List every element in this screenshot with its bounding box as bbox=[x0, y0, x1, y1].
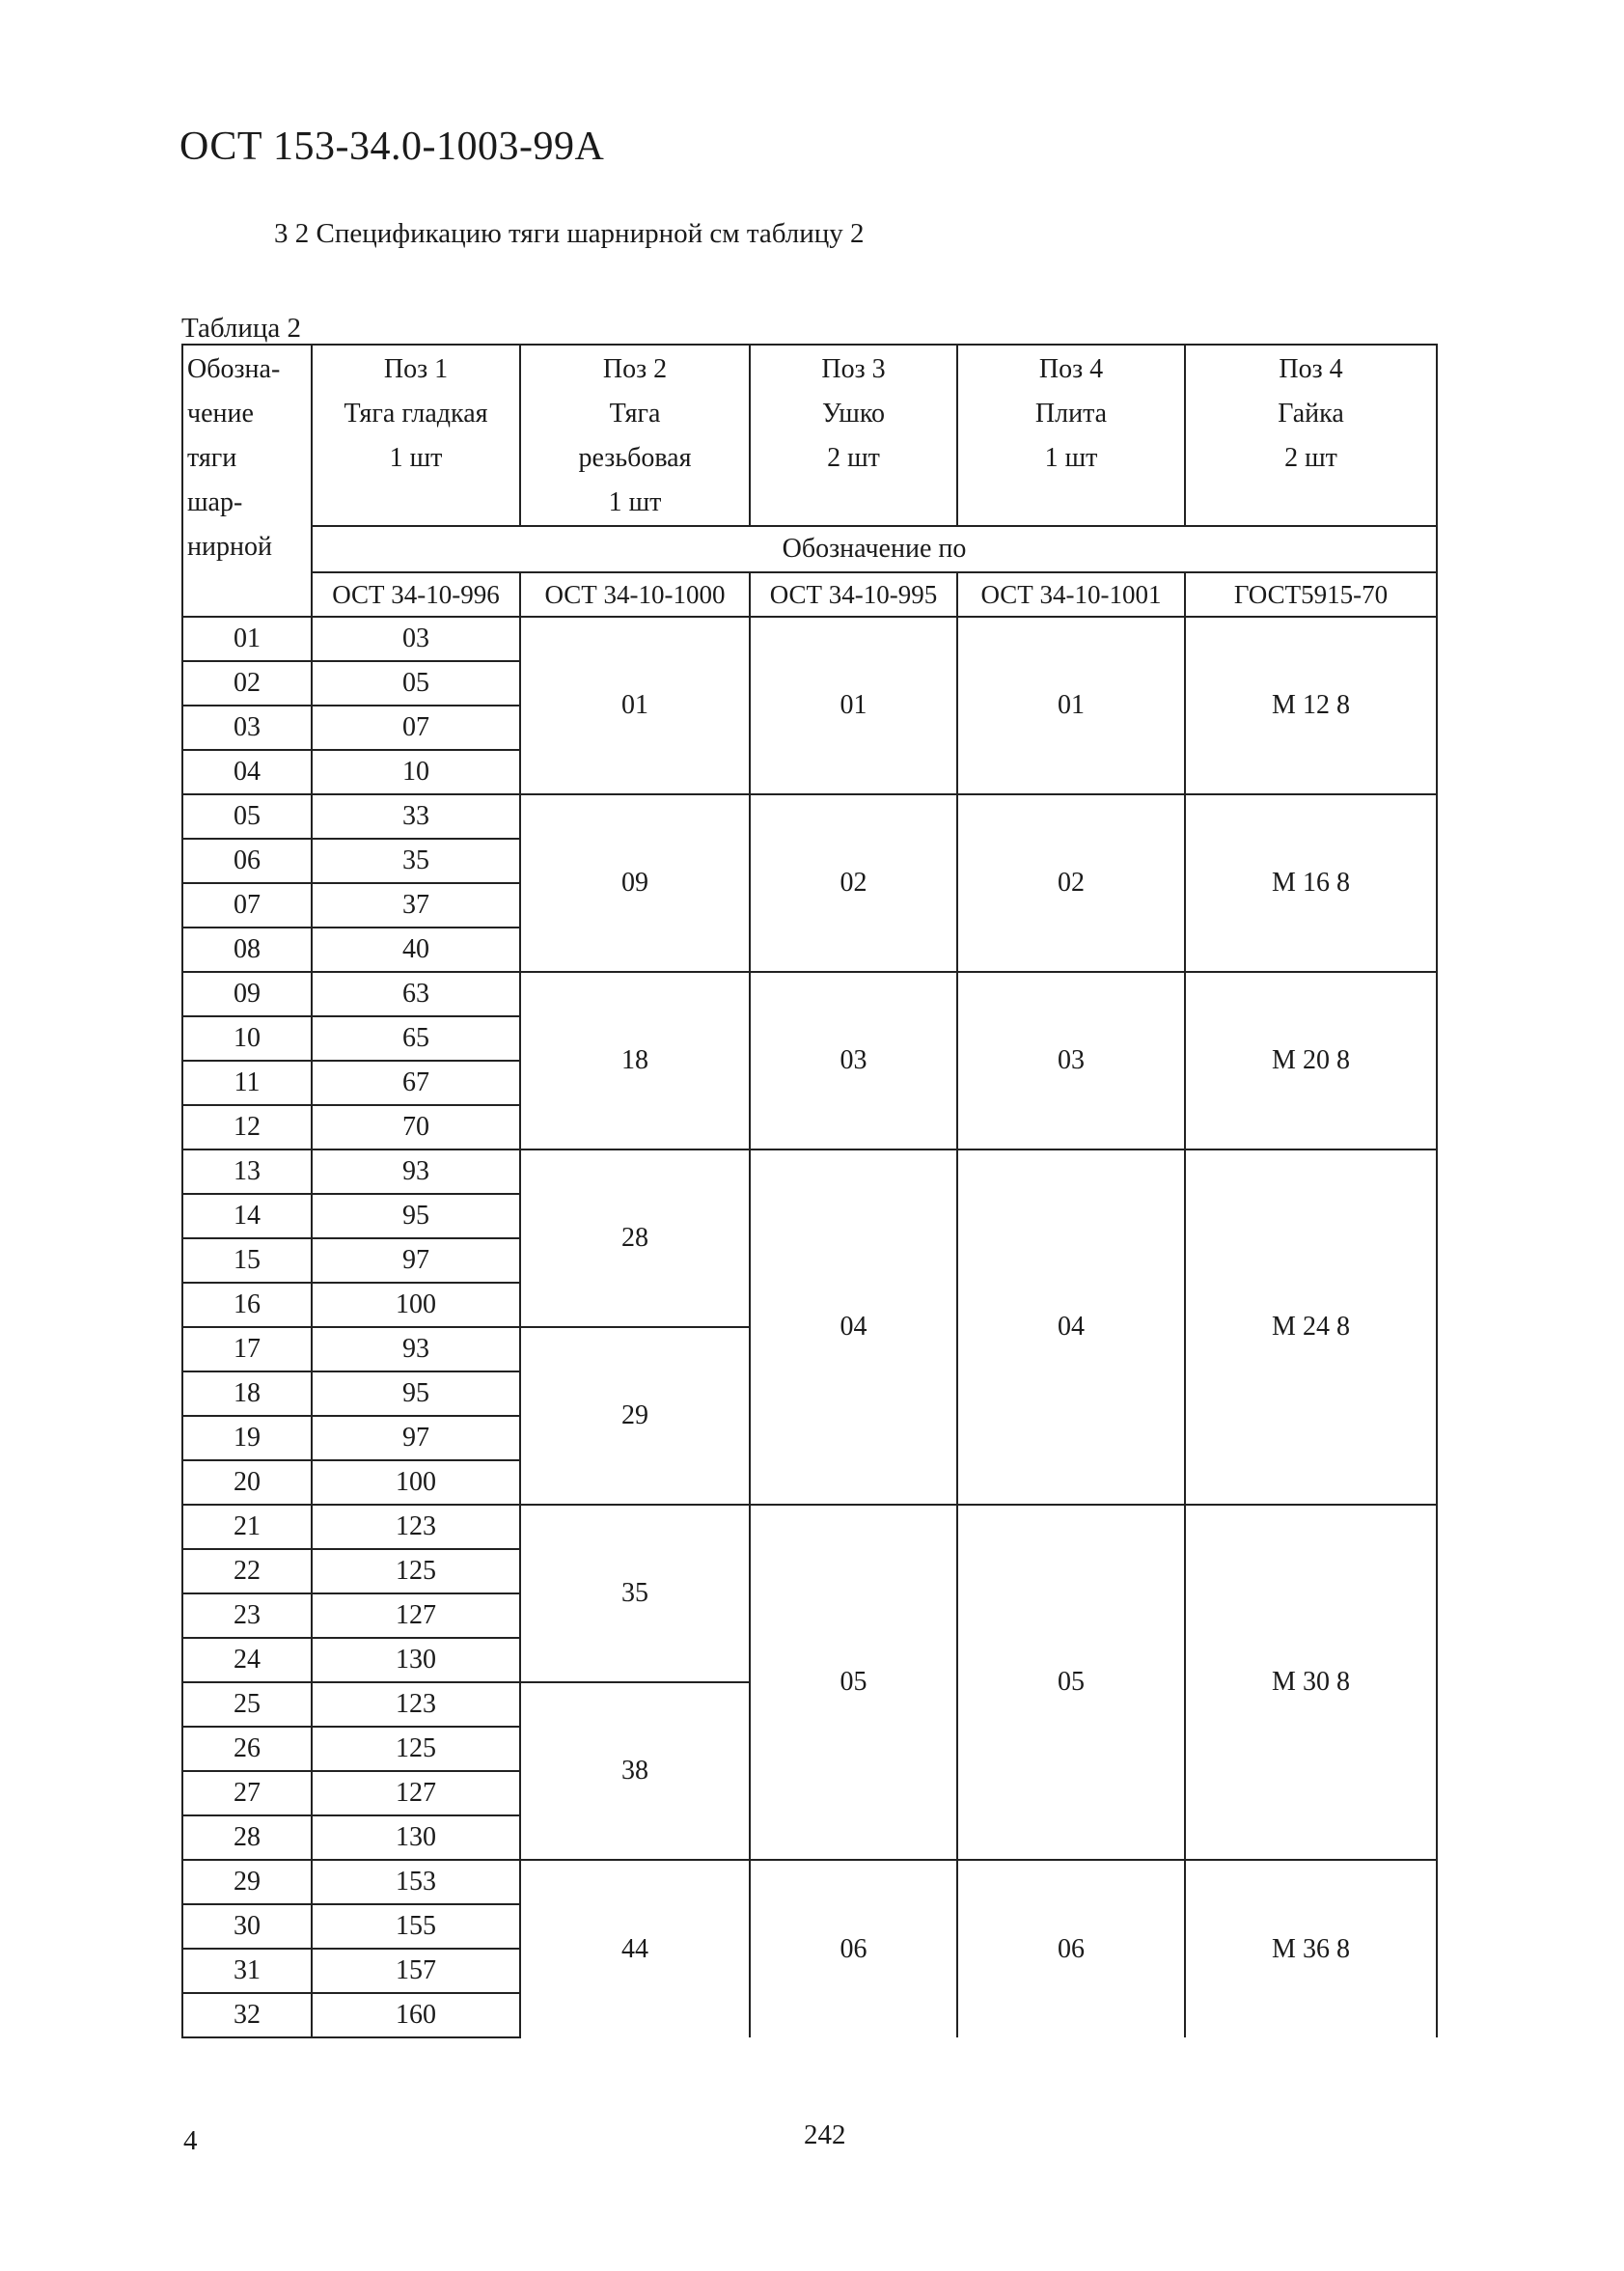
cell-pos3: 02 bbox=[750, 794, 957, 972]
page-number-left: 4 bbox=[183, 2125, 198, 2156]
cell-pos1: 67 bbox=[312, 1061, 520, 1105]
header-pos4-nut: Поз 4 Гайка 2 шт bbox=[1185, 345, 1437, 526]
cell-designation: 31 bbox=[182, 1949, 312, 1993]
standard-pos4-plate: ОСТ 34-10-1001 bbox=[957, 572, 1185, 617]
cell-pos1: 65 bbox=[312, 1016, 520, 1061]
cell-pos1: 40 bbox=[312, 928, 520, 972]
cell-designation: 24 bbox=[182, 1638, 312, 1682]
cell-pos1: 95 bbox=[312, 1371, 520, 1416]
intro-paragraph: 3 2 Спецификацию тяги шарнирной см таблицу 2 bbox=[274, 218, 865, 249]
cell-pos1: 10 bbox=[312, 750, 520, 794]
cell-pos3: 04 bbox=[750, 1149, 957, 1505]
cell-pos1: 95 bbox=[312, 1194, 520, 1238]
cell-designation: 21 bbox=[182, 1505, 312, 1549]
cell-designation: 15 bbox=[182, 1238, 312, 1283]
cell-designation: 32 bbox=[182, 1993, 312, 2037]
cell-pos2: 38 bbox=[520, 1682, 750, 1860]
cell-pos1: 160 bbox=[312, 1993, 520, 2037]
document-code: ОСТ 153-34.0-1003-99А bbox=[179, 125, 605, 169]
cell-pos4-nut: М 12 8 bbox=[1185, 617, 1437, 794]
cell-designation: 02 bbox=[182, 661, 312, 706]
cell-designation: 06 bbox=[182, 839, 312, 883]
cell-designation: 11 bbox=[182, 1061, 312, 1105]
cell-pos1: 97 bbox=[312, 1238, 520, 1283]
cell-pos1: 123 bbox=[312, 1505, 520, 1549]
header-pos1: Поз 1 Тяга гладкая 1 шт bbox=[312, 345, 520, 526]
table-row bbox=[182, 972, 1437, 1016]
cell-designation: 13 bbox=[182, 1149, 312, 1194]
cell-designation: 19 bbox=[182, 1416, 312, 1460]
cell-pos4-plate: 05 bbox=[957, 1505, 1185, 1860]
cell-pos3: 01 bbox=[750, 617, 957, 794]
table-row bbox=[182, 617, 1437, 661]
standard-pos2: ОСТ 34-10-1000 bbox=[520, 572, 750, 617]
cell-pos1: 100 bbox=[312, 1460, 520, 1505]
cell-designation: 30 bbox=[182, 1904, 312, 1949]
cell-pos3: 05 bbox=[750, 1505, 957, 1860]
cell-designation: 03 bbox=[182, 706, 312, 750]
cell-designation: 01 bbox=[182, 617, 312, 661]
cell-pos4-nut: М 16 8 bbox=[1185, 794, 1437, 972]
cell-pos1: 97 bbox=[312, 1416, 520, 1460]
standard-pos3: ОСТ 34-10-995 bbox=[750, 572, 957, 617]
table-row bbox=[182, 794, 1437, 839]
cell-designation: 08 bbox=[182, 928, 312, 972]
cell-designation: 26 bbox=[182, 1727, 312, 1771]
cell-pos3: 06 bbox=[750, 1860, 957, 2037]
cell-designation: 05 bbox=[182, 794, 312, 839]
table-caption: Таблица 2 bbox=[181, 313, 302, 344]
cell-designation: 10 bbox=[182, 1016, 312, 1061]
cell-designation: 07 bbox=[182, 883, 312, 928]
cell-designation: 20 bbox=[182, 1460, 312, 1505]
cell-pos1: 05 bbox=[312, 661, 520, 706]
cell-pos2: 28 bbox=[520, 1149, 750, 1327]
cell-designation: 29 bbox=[182, 1860, 312, 1904]
cell-pos4-plate: 04 bbox=[957, 1149, 1185, 1505]
table-body bbox=[182, 617, 1437, 2037]
cell-pos1: 130 bbox=[312, 1638, 520, 1682]
cell-designation: 27 bbox=[182, 1771, 312, 1815]
header-designation-by: Обозначение по bbox=[312, 526, 1437, 572]
standard-pos1: ОСТ 34-10-996 bbox=[312, 572, 520, 617]
cell-pos1: 155 bbox=[312, 1904, 520, 1949]
table-row bbox=[182, 1149, 1437, 1194]
cell-pos2: 09 bbox=[520, 794, 750, 972]
header-pos3: Поз 3 Ушко 2 шт bbox=[750, 345, 957, 526]
cell-pos1: 33 bbox=[312, 794, 520, 839]
cell-pos1: 130 bbox=[312, 1815, 520, 1860]
cell-pos4-nut: М 20 8 bbox=[1185, 972, 1437, 1149]
header-pos2: Поз 2 Тяга резьбовая 1 шт bbox=[520, 345, 750, 526]
cell-pos1: 35 bbox=[312, 839, 520, 883]
cell-designation: 18 bbox=[182, 1371, 312, 1416]
cell-pos4-plate: 06 bbox=[957, 1860, 1185, 2037]
header-designation: Обозна- чение тяги шар- нирной bbox=[182, 345, 312, 617]
cell-pos4-nut: М 24 8 bbox=[1185, 1149, 1437, 1505]
cell-pos1: 125 bbox=[312, 1549, 520, 1593]
cell-pos1: 70 bbox=[312, 1105, 520, 1149]
cell-designation: 25 bbox=[182, 1682, 312, 1727]
cell-pos1: 63 bbox=[312, 972, 520, 1016]
table-row bbox=[182, 1860, 1437, 1904]
cell-designation: 28 bbox=[182, 1815, 312, 1860]
cell-pos1: 127 bbox=[312, 1593, 520, 1638]
cell-designation: 12 bbox=[182, 1105, 312, 1149]
cell-designation: 17 bbox=[182, 1327, 312, 1371]
cell-designation: 09 bbox=[182, 972, 312, 1016]
cell-pos4-nut: М 30 8 bbox=[1185, 1505, 1437, 1860]
cell-pos1: 07 bbox=[312, 706, 520, 750]
cell-pos1: 93 bbox=[312, 1327, 520, 1371]
specification-table bbox=[181, 344, 1438, 2038]
cell-pos2: 44 bbox=[520, 1860, 750, 2037]
header-pos4-plate: Поз 4 Плита 1 шт bbox=[957, 345, 1185, 526]
cell-designation: 23 bbox=[182, 1593, 312, 1638]
table-row bbox=[182, 1505, 1437, 1549]
cell-pos1: 153 bbox=[312, 1860, 520, 1904]
cell-pos1: 03 bbox=[312, 617, 520, 661]
cell-pos3: 03 bbox=[750, 972, 957, 1149]
cell-pos4-plate: 03 bbox=[957, 972, 1185, 1149]
cell-pos1: 123 bbox=[312, 1682, 520, 1727]
cell-pos1: 125 bbox=[312, 1727, 520, 1771]
cell-pos4-nut: М 36 8 bbox=[1185, 1860, 1437, 2037]
cell-designation: 16 bbox=[182, 1283, 312, 1327]
page-number-center: 242 bbox=[804, 2119, 846, 2150]
cell-pos4-plate: 02 bbox=[957, 794, 1185, 972]
cell-designation: 04 bbox=[182, 750, 312, 794]
cell-pos2: 18 bbox=[520, 972, 750, 1149]
cell-pos2: 35 bbox=[520, 1505, 750, 1682]
cell-pos1: 127 bbox=[312, 1771, 520, 1815]
cell-pos2: 29 bbox=[520, 1327, 750, 1505]
cell-pos1: 157 bbox=[312, 1949, 520, 1993]
cell-designation: 14 bbox=[182, 1194, 312, 1238]
cell-pos1: 37 bbox=[312, 883, 520, 928]
cell-pos2: 01 bbox=[520, 617, 750, 794]
cell-pos1: 93 bbox=[312, 1149, 520, 1194]
standard-pos4-nut: ГОСТ5915-70 bbox=[1185, 572, 1437, 617]
cell-designation: 22 bbox=[182, 1549, 312, 1593]
cell-pos4-plate: 01 bbox=[957, 617, 1185, 794]
cell-pos1: 100 bbox=[312, 1283, 520, 1327]
